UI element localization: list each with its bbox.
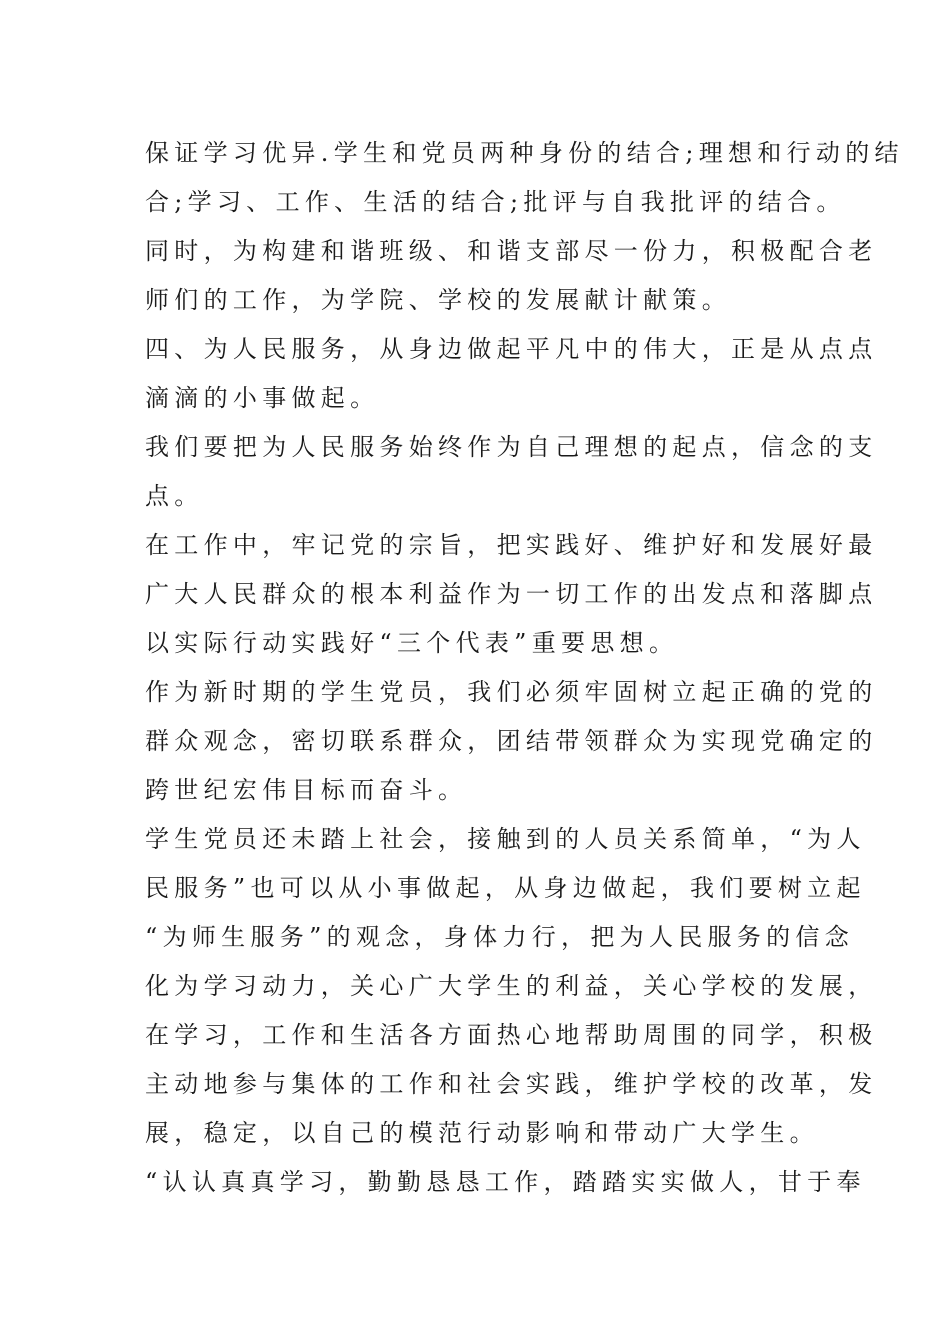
text-line: 我们要把为人民服务始终作为自己理想的起点，信念的支 (145, 433, 878, 461)
text-line: 主动地参与集体的工作和社会实践，维护学校的改革，发 (145, 1070, 878, 1098)
text-line: “为师生服务”的观念，身体力行，把为人民服务的信念 (145, 923, 855, 951)
text-line: 在学习，工作和生活各方面热心地帮助周围的同学，积极 (145, 1021, 878, 1049)
text-line: 合;学习、工作、生活的结合;批评与自我批评的结合。 (145, 188, 846, 216)
text-line: 学生党员还未踏上社会，接触到的人员关系简单，“为人 (145, 825, 866, 853)
text-line: 在工作中，牢记党的宗旨，把实践好、维护好和发展好最 (145, 531, 878, 559)
text-line: 跨世纪宏伟目标而奋斗。 (145, 776, 468, 804)
text-line: 广大人民群众的根本利益作为一切工作的出发点和落脚点 (145, 580, 878, 608)
text-line: 群众观念，密切联系群众，团结带领群众为实现党确定的 (145, 727, 878, 755)
text-line: 同时，为构建和谐班级、和谐支部尽一份力，积极配合老 (145, 237, 878, 265)
text-line: 以实际行动实践好“三个代表”重要思想。 (145, 629, 679, 657)
text-line: 民服务”也可以从小事做起，从身边做起，我们要树立起 (145, 874, 866, 902)
text-line: 展，稳定，以自己的模范行动影响和带动广大学生。 (145, 1119, 819, 1147)
text-line: 四、为人民服务，从身边做起平凡中的伟大，正是从点点 (145, 335, 878, 363)
text-line: 化为学习动力，关心广大学生的利益，关心学校的发展， (145, 972, 878, 1000)
text-line: 师们的工作，为学院、学校的发展献计献策。 (145, 286, 731, 314)
text-line: 保证学习优异.学生和党员两种身份的结合;理想和行动的结 (145, 139, 904, 167)
document-page (145, 133, 904, 1211)
text-line: 点。 (145, 482, 204, 510)
text-line: 滴滴的小事做起。 (145, 384, 380, 412)
text-line: “认认真真学习，勤勤恳恳工作，踏踏实实做人，甘于奉 (145, 1168, 866, 1196)
text-line: 作为新时期的学生党员，我们必须牢固树立起正确的党的 (145, 678, 878, 706)
